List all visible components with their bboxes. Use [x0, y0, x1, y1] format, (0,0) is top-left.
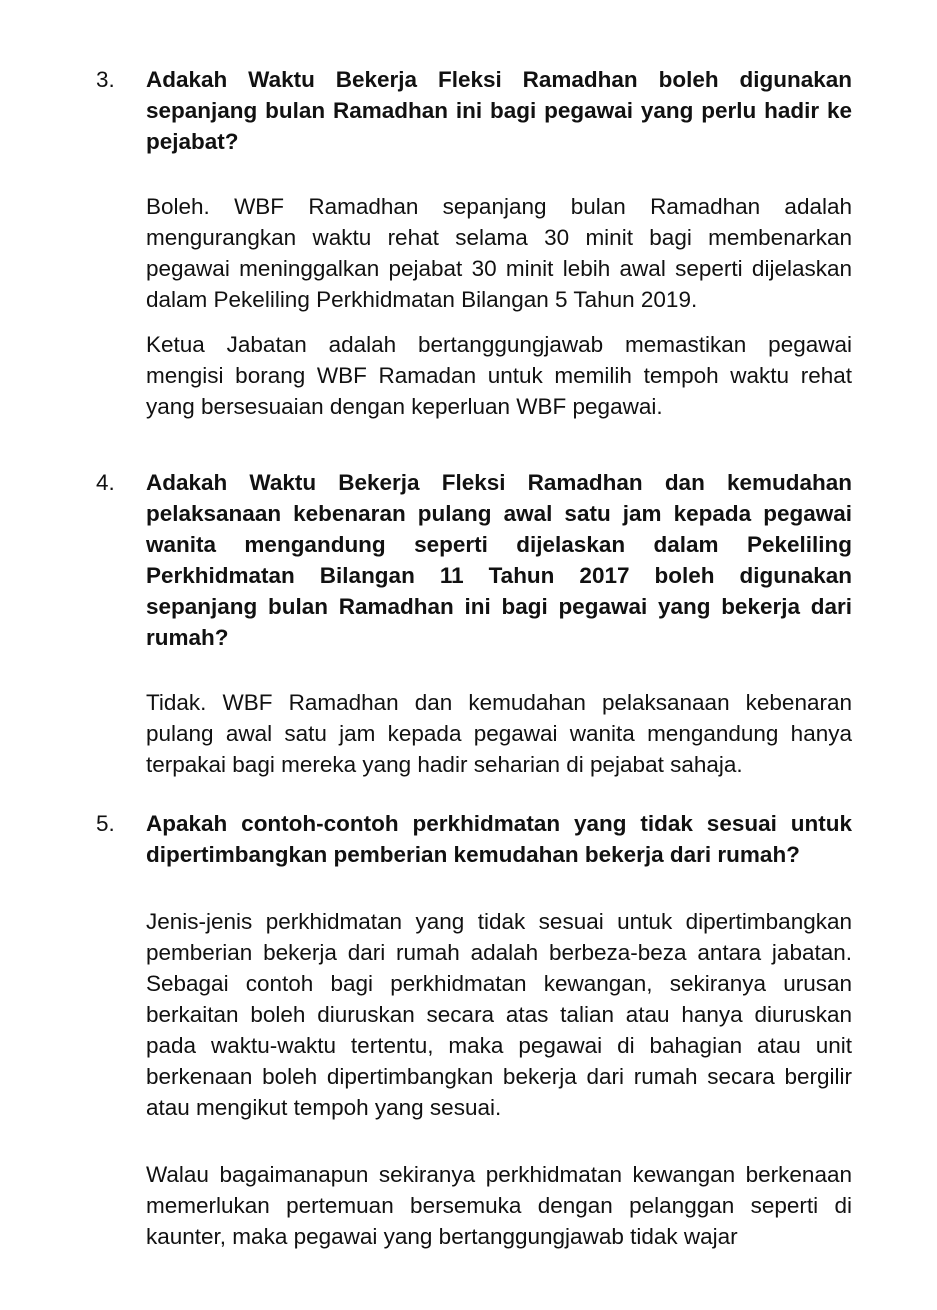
faq-item-5 — [96, 808, 856, 1252]
faq-item-3 — [96, 64, 856, 422]
answer-paragraph: Boleh. WBF Ramadhan sepanjang bulan Ramadhan adalah mengurangkan waktu rehat selama 30 minit bagi membenarkan pegawai meninggalkan pejabat 30 minit lebih awal seperti dijelaskan dalam Pekeliling Perkhidmatan Bilangan 5 Tahun 2019. — [146, 194, 852, 312]
answer-paragraph: Tidak. WBF Ramadhan dan kemudahan pelaksanaan kebenaran pulang awal satu jam kepada pegawai wanita mengandung hanya terpakai bagi mereka yang hadir seharian di pejabat sahaja. — [146, 690, 852, 777]
item-number: 3. — [96, 67, 115, 92]
item-number: 5. — [96, 811, 115, 836]
question-text: Adakah Waktu Bekerja Fleksi Ramadhan dan kemudahan pelaksanaan kebenaran pulang awal satu jam kepada pegawai wanita mengandung seperti dijelaskan dalam Pekeliling Perkhidmatan Bilangan 11 Tahun 2017 boleh digunakan sepanjang bulan Ramadhan ini bagi pegawai yang bekerja dari rumah? — [146, 470, 852, 650]
answer-paragraph: Jenis-jenis perkhidmatan yang tidak sesuai untuk dipertimbangkan pemberian bekerja dari rumah adalah berbeza-beza antara jabatan. Sebagai contoh bagi perkhidmatan kewangan, sekiranya urusan berkaitan boleh diuruskan secara atas talian atau hanya diuruskan pada waktu-waktu tertentu, maka pegawai di bahagian atau unit berkenaan boleh dipertimbangkan bekerja dari rumah secara bergilir atau mengikut tempoh yang sesuai. — [146, 909, 852, 1120]
question-text: Apakah contoh-contoh perkhidmatan yang tidak sesuai untuk dipertimbangkan pemberian kemudahan bekerja dari rumah? — [146, 811, 852, 867]
item-number: 4. — [96, 470, 115, 495]
answer-paragraph: Ketua Jabatan adalah bertanggungjawab memastikan pegawai mengisi borang WBF Ramadan untuk memilih tempoh waktu rehat yang bersesuaian dengan keperluan WBF pegawai. — [146, 332, 852, 419]
faq-item-4 — [96, 467, 856, 780]
answer-paragraph: Walau bagaimanapun sekiranya perkhidmatan kewangan berkenaan memerlukan pertemuan bersemuka dengan pelanggan seperti di kaunter, maka pegawai yang bertanggungjawab tidak wajar — [146, 1162, 852, 1249]
question-text: Adakah Waktu Bekerja Fleksi Ramadhan boleh digunakan sepanjang bulan Ramadhan ini bagi pegawai yang perlu hadir ke pejabat? — [146, 67, 852, 154]
